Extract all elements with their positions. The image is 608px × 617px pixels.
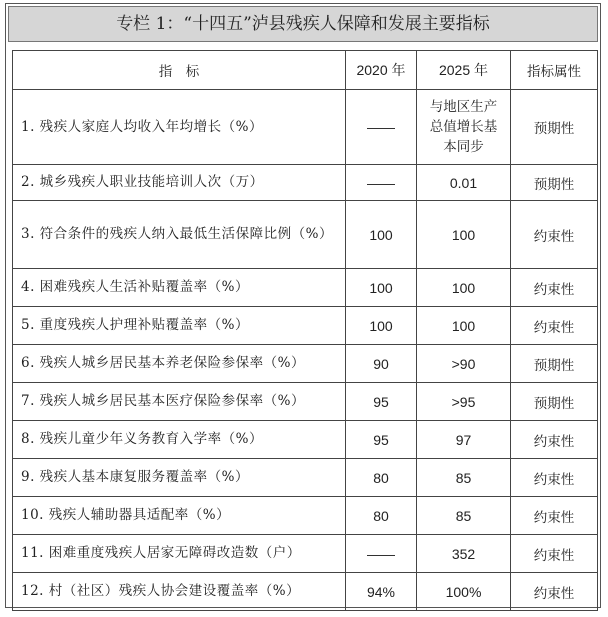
indicator-cell: 5. 重度残疾人护理补贴覆盖率（%） xyxy=(13,307,346,345)
value-2025: 352 xyxy=(417,535,511,573)
indicator-cell: 1. 残疾人家庭人均收入年均增长（%） xyxy=(13,90,346,165)
header-type: 指标属性 xyxy=(511,51,598,90)
table-row xyxy=(13,459,598,497)
value-2020: —— xyxy=(346,535,417,573)
indicator-type: 预期性 xyxy=(511,90,598,165)
indicator-cell: 12. 村（社区）残疾人协会建设覆盖率（%） xyxy=(13,573,346,611)
indicator-type: 约束性 xyxy=(511,497,598,535)
value-2020: 95 xyxy=(346,383,417,421)
value-2025: 97 xyxy=(417,421,511,459)
value-2020: 100 xyxy=(346,201,417,269)
table-row xyxy=(13,573,598,611)
indicator-type: 约束性 xyxy=(511,535,598,573)
value-2025: >95 xyxy=(417,383,511,421)
value-2025: 85 xyxy=(417,497,511,535)
table-row xyxy=(13,201,598,269)
indicator-type: 约束性 xyxy=(511,459,598,497)
value-2020: 80 xyxy=(346,497,417,535)
indicator-type: 预期性 xyxy=(511,383,598,421)
header-row xyxy=(13,51,598,90)
indicator-cell: 10. 残疾人辅助器具适配率（%） xyxy=(13,497,346,535)
value-2025: 0.01 xyxy=(417,165,511,201)
table-row xyxy=(13,497,598,535)
table-row xyxy=(13,269,598,307)
indicator-cell: 8. 残疾儿童少年义务教育入学率（%） xyxy=(13,421,346,459)
value-2025: 与地区生产总值增长基本同步 xyxy=(417,90,511,165)
table-row xyxy=(13,90,598,165)
table-title: 专栏 1：“十四五”泸县残疾人保障和发展主要指标 xyxy=(8,6,598,42)
indicator-cell: 11. 困难重度残疾人居家无障碍改造数（户） xyxy=(13,535,346,573)
document-frame xyxy=(5,3,601,608)
value-2020: 90 xyxy=(346,345,417,383)
value-2020: 100 xyxy=(346,307,417,345)
value-2020: 80 xyxy=(346,459,417,497)
value-2020: 94% xyxy=(346,573,417,611)
indicator-cell: 6. 残疾人城乡居民基本养老保险参保率（%） xyxy=(13,345,346,383)
indicator-type: 约束性 xyxy=(511,307,598,345)
value-2020: —— xyxy=(346,90,417,165)
value-2025: 85 xyxy=(417,459,511,497)
table-row xyxy=(13,165,598,201)
table-row xyxy=(13,345,598,383)
value-2020: 100 xyxy=(346,269,417,307)
indicators-table xyxy=(12,50,598,611)
indicator-type: 约束性 xyxy=(511,201,598,269)
indicator-type: 预期性 xyxy=(511,345,598,383)
value-2025: 100 xyxy=(417,269,511,307)
value-2025: 100 xyxy=(417,307,511,345)
table-row xyxy=(13,421,598,459)
value-2025: 100 xyxy=(417,201,511,269)
indicator-cell: 9. 残疾人基本康复服务覆盖率（%） xyxy=(13,459,346,497)
value-2025: >90 xyxy=(417,345,511,383)
indicator-cell: 3. 符合条件的残疾人纳入最低生活保障比例（%） xyxy=(13,201,346,269)
table-row xyxy=(13,383,598,421)
indicator-cell: 7. 残疾人城乡居民基本医疗保险参保率（%） xyxy=(13,383,346,421)
header-indicator: 指 标 xyxy=(13,51,346,90)
header-2025: 2025 年 xyxy=(417,51,511,90)
indicator-cell: 2. 城乡残疾人职业技能培训人次（万） xyxy=(13,165,346,201)
indicator-type: 预期性 xyxy=(511,165,598,201)
table-row xyxy=(13,535,598,573)
indicator-type: 约束性 xyxy=(511,573,598,611)
table-row xyxy=(13,307,598,345)
indicator-type: 约束性 xyxy=(511,269,598,307)
value-2020: —— xyxy=(346,165,417,201)
indicator-type: 约束性 xyxy=(511,421,598,459)
value-2020: 95 xyxy=(346,421,417,459)
value-2025: 100% xyxy=(417,573,511,611)
indicator-cell: 4. 困难残疾人生活补贴覆盖率（%） xyxy=(13,269,346,307)
header-2020: 2020 年 xyxy=(346,51,417,90)
